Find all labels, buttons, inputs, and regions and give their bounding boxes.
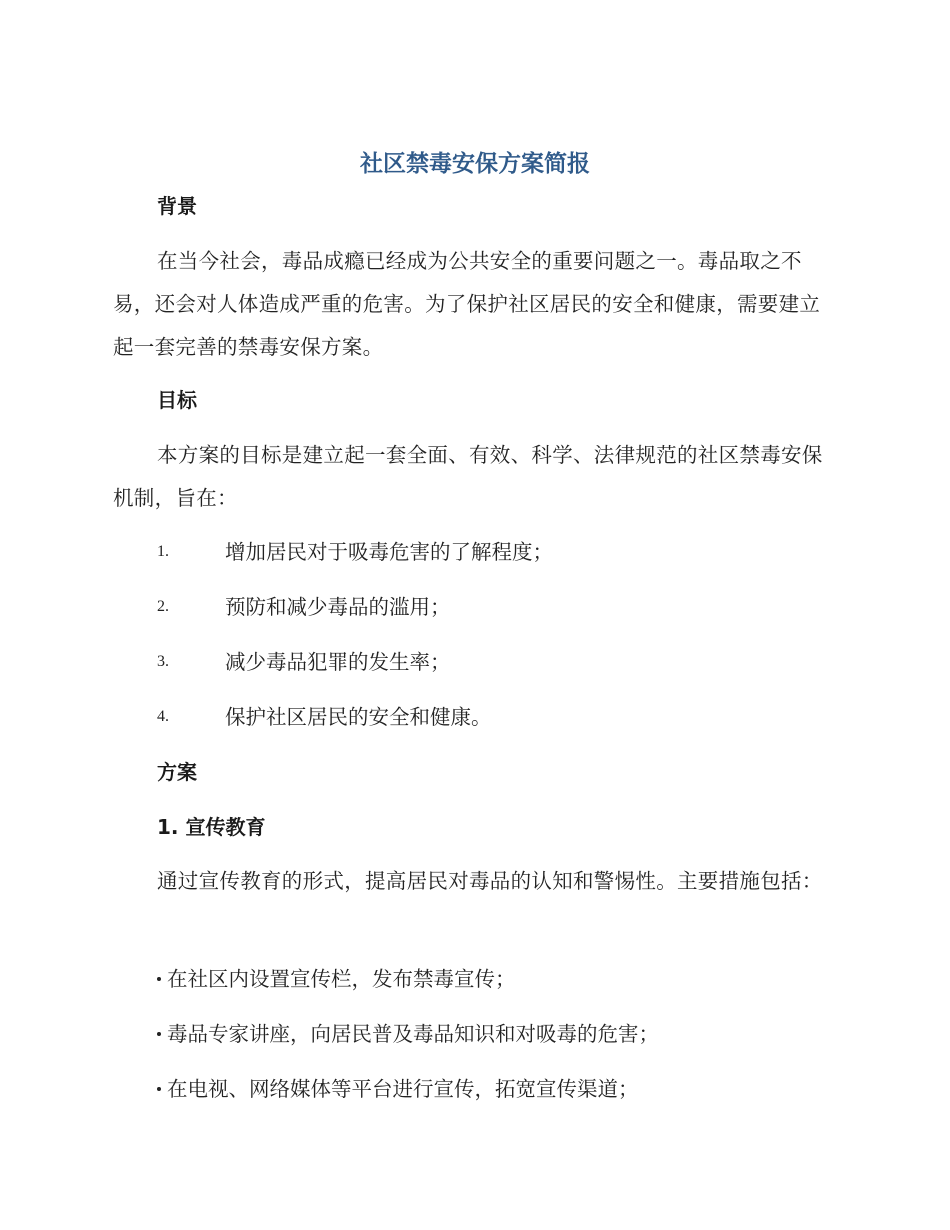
bullet-item xyxy=(157,964,516,994)
bullet-item xyxy=(157,1074,639,1104)
list-text: 增加居民对于吸毒危害的了解程度； xyxy=(225,540,553,564)
list-number: 4. xyxy=(157,708,169,725)
bullet-text: 在电视、网络媒体等平台进行宣传，拓宽宣传渠道； xyxy=(167,1077,639,1101)
document-title: 社区禁毒安保方案简报 xyxy=(360,151,590,177)
list-text: 保护社区居民的安全和健康。 xyxy=(225,705,492,729)
heading-goal: 目标 xyxy=(157,388,197,412)
list-number: 1. xyxy=(157,543,169,560)
list-number: 3. xyxy=(157,653,169,670)
paragraph-plan: 通过宣传教育的形式，提高居民对毒品的认知和警惕性。主要措施包括： xyxy=(157,869,823,893)
paragraph-goal: 本方案的目标是建立起一套全面、有效、科学、法律规范的社区禁毒安保机制，旨在： xyxy=(113,443,823,510)
bullet-dot-icon xyxy=(157,1087,161,1091)
subheading-publicity: 1. 宣传教育 xyxy=(157,815,266,839)
list-text: 减少毒品犯罪的发生率； xyxy=(225,650,451,674)
bullet-text: 毒品专家讲座，向居民普及毒品知识和对吸毒的危害； xyxy=(167,1022,659,1046)
bullet-dot-icon xyxy=(157,977,161,981)
list-text: 预防和减少毒品的滥用； xyxy=(225,595,451,619)
list-number: 2. xyxy=(157,598,169,615)
bullet-text: 在社区内设置宣传栏，发布禁毒宣传； xyxy=(167,967,516,991)
heading-plan: 方案 xyxy=(157,760,197,784)
heading-background: 背景 xyxy=(157,194,197,218)
bullet-item xyxy=(157,1019,659,1049)
paragraph-background: 在当今社会，毒品成瘾已经成为公共安全的重要问题之一。毒品取之不易，还会对人体造成严重的危害。为了保护社区居民的安全和健康，需要建立起一套完善的禁毒安保方案。 xyxy=(113,249,821,359)
bullet-dot-icon xyxy=(157,1032,161,1036)
